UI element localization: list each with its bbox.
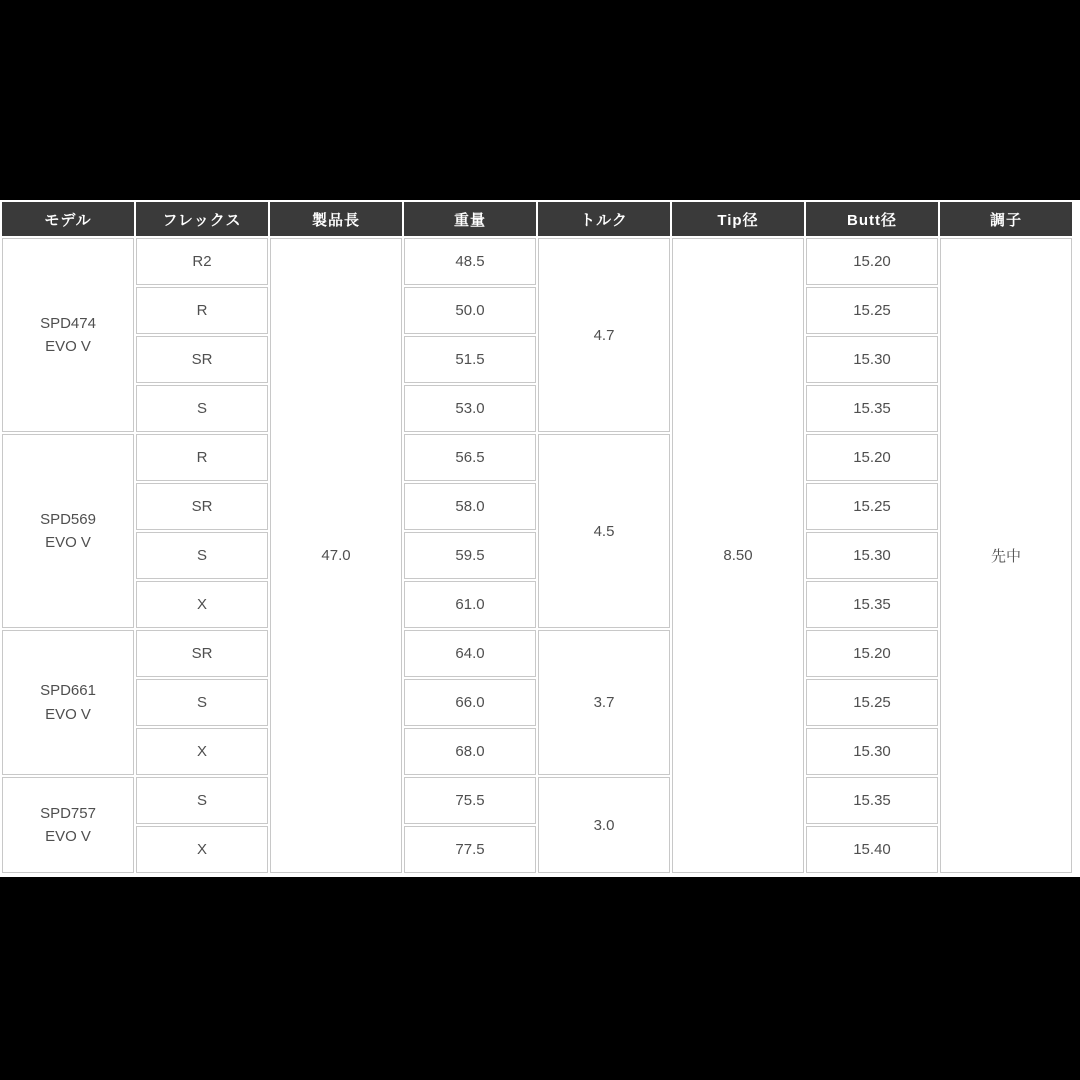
flex-cell: R [136,287,268,334]
table-row [2,385,1072,432]
flex-cell: X [136,581,268,628]
model-cell-spd474 [2,238,134,432]
weight-cell: 59.5 [404,532,536,579]
weight-cell: 77.5 [404,826,536,873]
model-name: SPD474 [40,314,96,332]
col-header-kickpoint: 調子 [940,202,1072,236]
model-cell-spd757 [2,777,134,873]
table-row [2,238,1072,285]
butt-dia-cell: 15.35 [806,385,938,432]
butt-dia-cell: 15.25 [806,483,938,530]
flex-cell: R [136,434,268,481]
weight-cell: 64.0 [404,630,536,677]
weight-cell: 53.0 [404,385,536,432]
col-header-torque: トルク [538,202,670,236]
table-row [2,777,1072,824]
butt-dia-cell: 15.30 [806,532,938,579]
model-name: SPD661 [40,682,96,700]
butt-dia-cell: 15.30 [806,728,938,775]
weight-cell: 68.0 [404,728,536,775]
table-row [2,826,1072,873]
model-variant: EVO V [45,534,91,551]
torque-cell-spd757: 3.0 [538,777,670,873]
weight-cell: 61.0 [404,581,536,628]
col-header-weight: 重量 [404,202,536,236]
flex-cell: X [136,728,268,775]
model-name: SPD757 [40,804,96,822]
table-row [2,728,1072,775]
butt-dia-cell: 15.25 [806,287,938,334]
flex-cell: S [136,777,268,824]
model-cell-spd569 [2,434,134,628]
weight-cell: 56.5 [404,434,536,481]
table-row [2,630,1072,677]
flex-cell: SR [136,483,268,530]
header-row [2,202,1072,236]
flex-cell: S [136,532,268,579]
weight-cell: 50.0 [404,287,536,334]
table-row [2,679,1072,726]
weight-cell: 48.5 [404,238,536,285]
model-name: SPD569 [40,510,96,528]
butt-dia-cell: 15.35 [806,777,938,824]
table-row [2,581,1072,628]
flex-cell: SR [136,336,268,383]
torque-cell-spd661: 3.7 [538,630,670,775]
flex-cell: R2 [136,238,268,285]
table-row [2,287,1072,334]
model-cell-spd661 [2,630,134,775]
weight-cell: 58.0 [404,483,536,530]
col-header-model: モデル [2,202,134,236]
butt-dia-cell: 15.20 [806,238,938,285]
col-header-tip-dia: Tip径 [672,202,804,236]
butt-dia-cell: 15.20 [806,434,938,481]
butt-dia-cell: 15.25 [806,679,938,726]
weight-cell: 51.5 [404,336,536,383]
butt-dia-cell: 15.40 [806,826,938,873]
kick-point-cell: 先中 [940,238,1072,873]
table-band [0,200,1080,877]
weight-cell: 66.0 [404,679,536,726]
flex-cell: SR [136,630,268,677]
butt-dia-cell: 15.20 [806,630,938,677]
table-row [2,532,1072,579]
table-row [2,434,1072,481]
table-row [2,336,1072,383]
flex-cell: S [136,385,268,432]
flex-cell: X [136,826,268,873]
butt-dia-cell: 15.30 [806,336,938,383]
flex-cell: S [136,679,268,726]
shaft-spec-table [0,200,1074,875]
table-row [2,483,1072,530]
col-header-length: 製品長 [270,202,402,236]
model-variant: EVO V [45,338,91,355]
model-variant: EVO V [45,828,91,845]
tip-dia-cell: 8.50 [672,238,804,873]
butt-dia-cell: 15.35 [806,581,938,628]
col-header-butt-dia: Butt径 [806,202,938,236]
torque-cell-spd474: 4.7 [538,238,670,432]
torque-cell-spd569: 4.5 [538,434,670,628]
model-variant: EVO V [45,705,91,723]
col-header-flex: フレックス [136,202,268,236]
length-cell: 47.0 [270,238,402,873]
weight-cell: 75.5 [404,777,536,824]
